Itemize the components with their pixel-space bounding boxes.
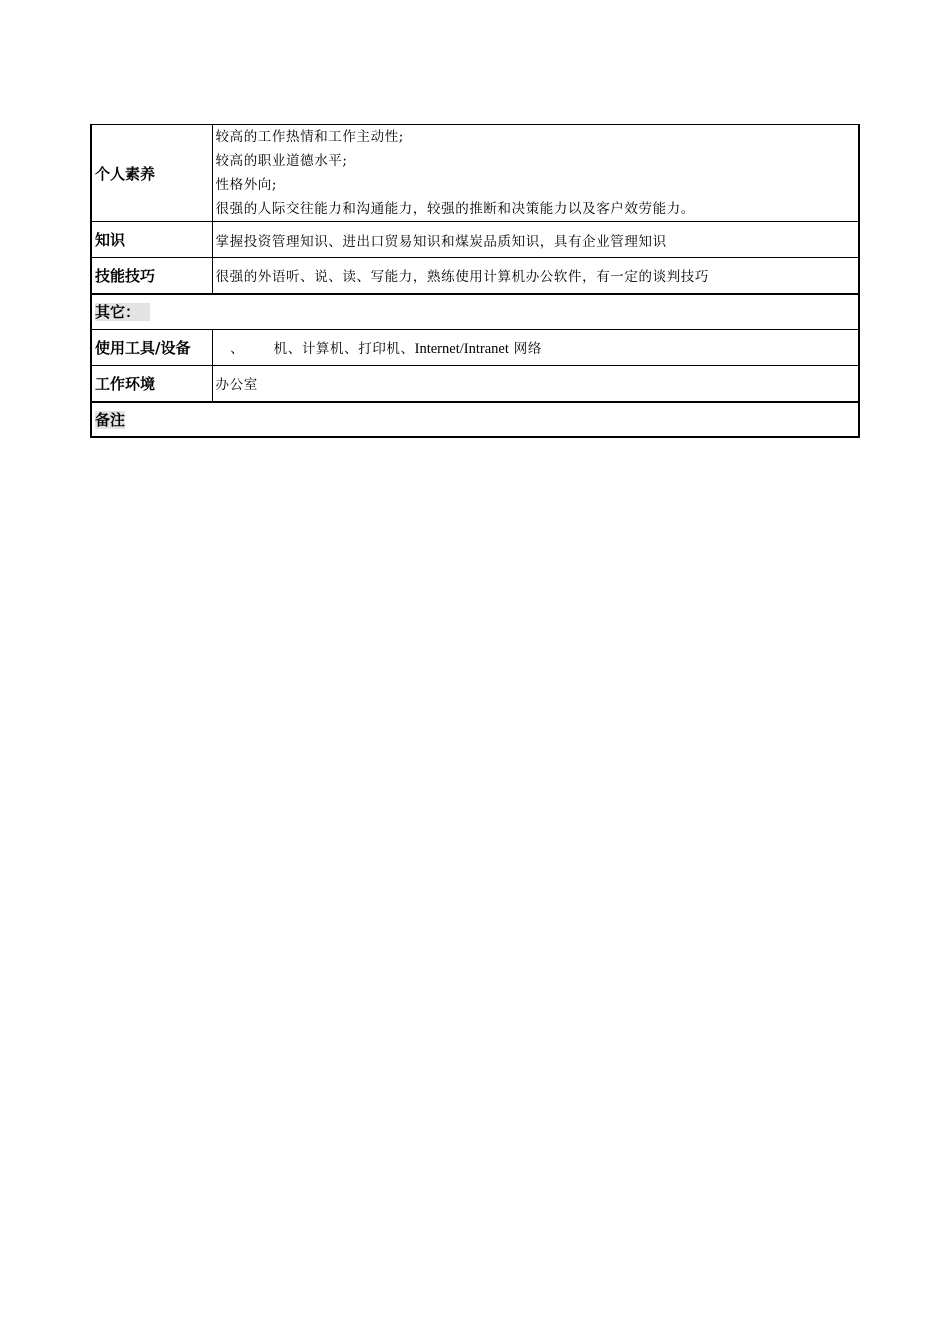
value-environment: 办公室: [212, 366, 859, 402]
label-tools: 使用工具/设备: [91, 330, 212, 366]
row-personal-quality: [91, 125, 859, 222]
label-personal-quality: 个人素养: [91, 125, 212, 222]
label-other: 其它：: [95, 303, 150, 321]
personal-quality-line: 性格外向;: [215, 177, 278, 193]
tools-prefix: 、 机、计算机、打印机、: [230, 341, 415, 357]
row-knowledge: [91, 222, 859, 258]
label-environment: 工作环境: [91, 366, 212, 402]
job-description-table: [90, 124, 860, 438]
row-remarks: [91, 402, 859, 437]
label-knowledge: 知识: [91, 222, 212, 258]
value-knowledge: 掌握投资管理知识、进出口贸易知识和煤炭品质知识，具有企业管理知识: [212, 222, 859, 258]
label-remarks: 备注: [95, 410, 126, 429]
row-skills: [91, 258, 859, 294]
value-tools: [212, 330, 859, 366]
row-other: [91, 294, 859, 330]
row-tools: [91, 330, 859, 366]
other-section-cell: [91, 294, 859, 330]
personal-quality-line: 较高的职业道德水平;: [215, 153, 348, 169]
tools-network-type: Internet/Intranet: [414, 341, 509, 357]
value-personal-quality: [212, 125, 859, 222]
value-skills: 很强的外语听、说、读、写能力，熟练使用计算机办公软件，有一定的谈判技巧: [212, 258, 859, 294]
row-environment: [91, 366, 859, 402]
personal-quality-line: 很强的人际交往能力和沟通能力，较强的推断和决策能力以及客户效劳能力。: [215, 201, 695, 217]
tools-suffix: 网络: [508, 341, 542, 357]
label-skills: 技能技巧: [91, 258, 212, 294]
remarks-cell: [91, 402, 859, 437]
personal-quality-line: 较高的工作热情和工作主动性;: [215, 129, 404, 145]
